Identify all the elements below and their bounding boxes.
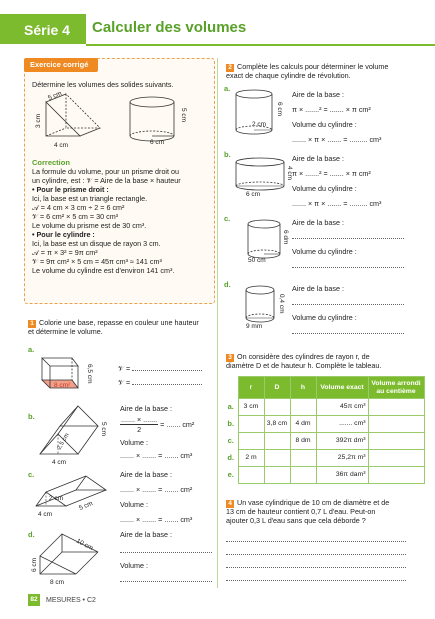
- ex1a-area: 8 cm²: [54, 382, 71, 389]
- table-row: b. 3,8 cm 4 dm ....... cm³: [224, 416, 424, 433]
- item-label: a.: [224, 84, 231, 93]
- ex1c-answer: Aire de la base : ....... × ....... = ....... cm² Volume : ....... × ....... = ....... cm³: [120, 470, 193, 524]
- exercise-number: 1: [28, 320, 36, 328]
- ex2a-answer: Aire de la base : π × .......² = ....... × π cm² Volume du cylindre : ....... × π × ....... = ......... cm³: [292, 90, 382, 144]
- ex1b-base: 4 cm: [52, 459, 67, 466]
- exercise-text: et détermine le volume.: [28, 327, 103, 336]
- ex4-answer-lines[interactable]: [226, 530, 406, 581]
- correction-line: Le volume du cylindre est d'environ 141 cm³.: [32, 266, 175, 275]
- ex2d-answer: Aire de la base : Volume du cylindre :: [292, 284, 404, 334]
- correction-line: La formule du volume, pour un prisme droit ou: [32, 167, 180, 176]
- ex1a-height: 6,5 cm: [86, 364, 93, 384]
- exercise-4-prompt: 4 Un vase cylindrique de 10 cm de diamètre et de 13 cm de hauteur contient 0,7 L d'eau. Peut-on ajouter 0,3 L d'eau sans que cela déborde ?: [226, 498, 390, 525]
- table-row: a. 3 cm 45π cm³: [224, 399, 424, 416]
- table-header: Volume arrondi au centième: [368, 377, 424, 399]
- page-number: 82: [28, 594, 40, 606]
- ex2a-figure: [226, 88, 286, 140]
- table-row: e. 36π dam³: [224, 467, 424, 484]
- exercise-1-prompt: [28, 318, 216, 336]
- cylinder-label-height: 5 cm: [180, 108, 187, 123]
- ex1b-height: 2,5 cm: [56, 432, 71, 451]
- ex2d-height: 0,4 cm: [278, 294, 285, 314]
- correction-line: 𝒜 = 4 cm × 3 cm ÷ 2 = 6 cm²: [32, 203, 125, 212]
- correction-title: Correction: [32, 158, 70, 167]
- ex1d-length: 10 cm: [75, 537, 94, 553]
- ex2c-figure: [240, 218, 296, 264]
- item-label: b.: [224, 150, 231, 159]
- cylinder-label-diameter: 6 cm: [150, 139, 165, 146]
- footer-text: MESURES • C2: [46, 597, 96, 604]
- item-label: b.: [28, 412, 35, 421]
- ex1c-base: 4 cm: [38, 511, 53, 518]
- item-label: a.: [28, 345, 35, 354]
- prism-label-base: 4 cm: [54, 142, 69, 149]
- correction-line: • Pour le cylindre :: [32, 230, 95, 239]
- ex1c-length: 5 cm: [78, 500, 94, 512]
- ex2a-height: 6 cm: [276, 102, 283, 117]
- ex3-table-wrap: [224, 376, 425, 484]
- prism-label-length: 5 cm: [47, 90, 63, 102]
- ex1d-answer: Aire de la base : Volume :: [120, 530, 212, 582]
- ex1a-figure: [32, 350, 112, 400]
- column-separator: [217, 58, 218, 588]
- correction-line: un cylindre, est : 𝒱 = Aire de la base × hauteur: [32, 176, 181, 185]
- ex1a-v1: 𝒱 =: [118, 364, 202, 373]
- ex1d-base: 8 cm: [50, 579, 65, 586]
- correction-line: Ici, la base est un triangle rectangle.: [32, 194, 148, 203]
- ex2b-diameter: 6 cm: [246, 191, 261, 198]
- item-label: d.: [28, 530, 35, 539]
- ex1c-figure: [32, 472, 116, 522]
- ex2c-radius: 50 cm: [248, 257, 266, 264]
- ex2b-answer: Aire de la base : π × .......² = ....... × π cm² Volume du cylindre : ....... × π × ....... = ......... cm³: [292, 154, 382, 208]
- prism-figure: [46, 94, 100, 136]
- ex2c-height: 6 dm: [282, 230, 289, 245]
- ex1d-figure: [32, 530, 122, 588]
- table-header: D: [264, 377, 290, 399]
- table-header: r: [238, 377, 264, 399]
- prism-label-height: 3 cm: [35, 113, 42, 128]
- ex1b-answer: Aire de la base : ....... × ....... 2 = ....... cm² Volume : ....... × ....... = ....... cm³: [120, 404, 195, 460]
- item-label: c.: [28, 470, 35, 479]
- correction-block: [32, 158, 214, 275]
- correction-line: Ici, la base est un disque de rayon 3 cm.: [32, 239, 161, 248]
- ex1d-height: 6 cm: [31, 557, 38, 572]
- serie-badge: Série 4: [0, 14, 86, 44]
- ex2c-answer: Aire de la base : Volume du cylindre :: [292, 218, 404, 268]
- corrige-intro: Détermine les volumes des solides suivants.: [32, 80, 174, 89]
- correction-line: • Pour le prisme droit :: [32, 185, 109, 194]
- correction-line: 𝒜 = π × 3² = 9π cm²: [32, 248, 98, 257]
- correction-line: 𝒱 = 6 cm² × 5 cm = 30 cm³: [32, 212, 119, 221]
- correction-line: Le volume du prisme est de 30 cm³.: [32, 221, 147, 230]
- ex2b-figure: [230, 156, 293, 200]
- corrected-exercise-tag: Exercice corrigé: [24, 58, 98, 72]
- exercise-2-prompt: 2 Complète les calculs pour déterminer le volume exact de chaque cylindre de révolution.: [226, 62, 389, 80]
- ex1a-v2: 𝒱 =: [118, 378, 202, 387]
- table-header: Volume exact: [316, 377, 368, 399]
- ex2d-diameter: 9 mm: [246, 323, 263, 330]
- ex3-table: [224, 376, 425, 484]
- table-header: h: [290, 377, 316, 399]
- table-row: d. 2 m 25,2π m³: [224, 450, 424, 467]
- page-title: Calculer des volumes: [92, 19, 247, 36]
- exercise-3-prompt: 3 On considère des cylindres de rayon r, de diamètre D et de hauteur h. Complète le tableau.: [226, 352, 382, 370]
- item-label: c.: [224, 214, 231, 223]
- ex1b-length: 5 cm: [100, 422, 107, 437]
- ex1b-figure: [32, 404, 116, 466]
- ex1c-height: 2 cm: [49, 495, 64, 502]
- page-header: [0, 0, 435, 46]
- cylinder-figure: [130, 97, 174, 141]
- corrige-figures: [32, 92, 212, 154]
- exercise-text: Colorie une base, repasse en couleur une hauteur: [39, 318, 199, 327]
- ex2a-radius: 2 cm: [252, 121, 267, 128]
- ex2d-figure: [236, 284, 292, 330]
- item-label: d.: [224, 280, 231, 289]
- correction-line: 𝒱 = 9π cm² × 5 cm = 45π cm³ ≈ 141 cm³: [32, 257, 162, 266]
- ex2b-height: 4 cm: [286, 166, 293, 181]
- table-row: c. 8 dm 392π dm³: [224, 433, 424, 450]
- header-rule: [86, 44, 435, 46]
